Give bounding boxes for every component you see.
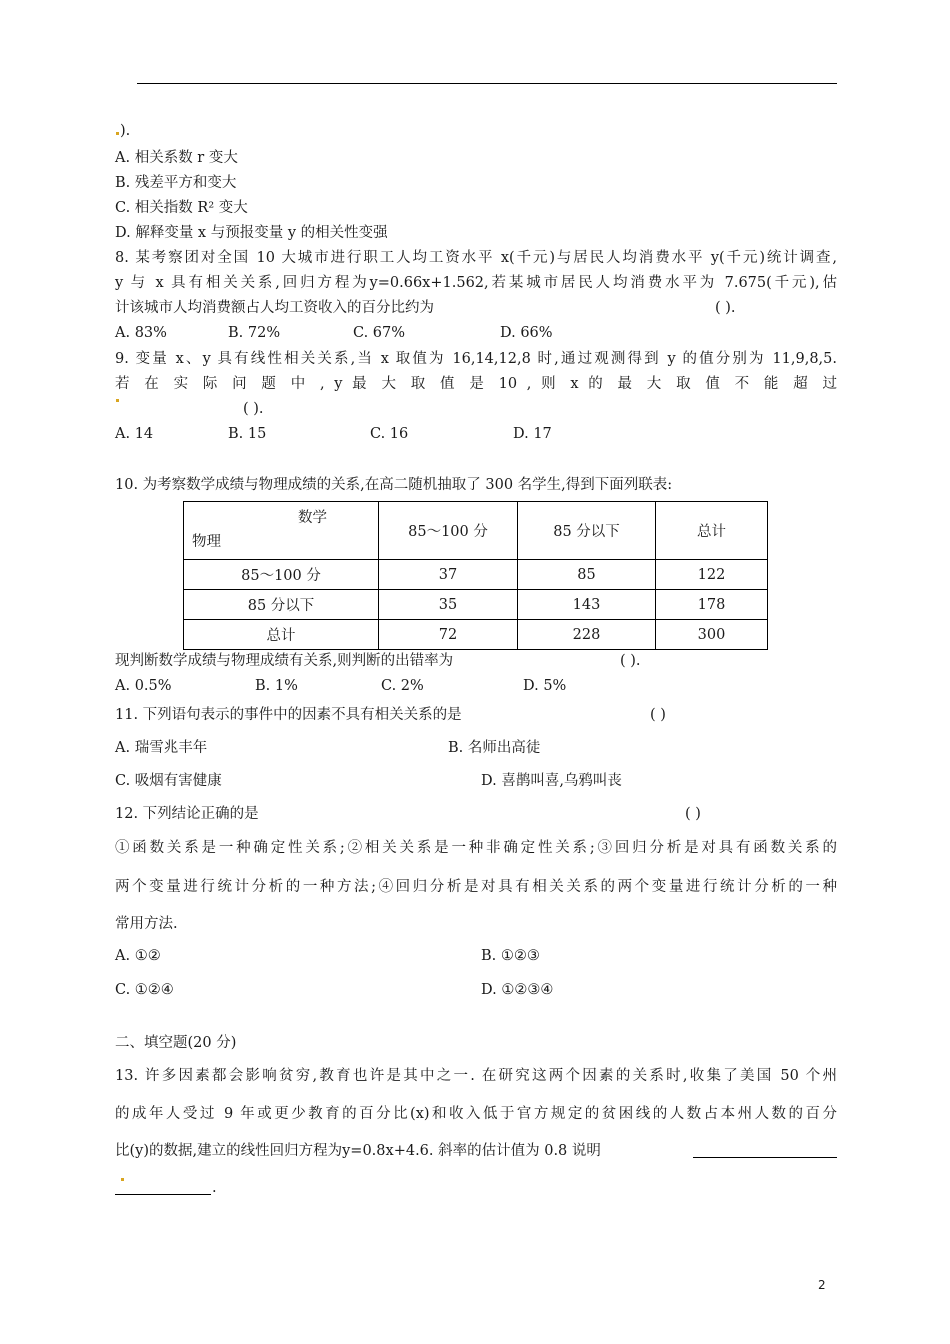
table-row [184,560,768,590]
table-row-label: 85 分以下 [184,590,379,620]
q10-after-row [115,651,837,671]
q10-answer-paren: ( ). [620,653,641,669]
table-header: 总计 [656,502,768,560]
q9-option-d: D. 17 [513,426,552,442]
q9-answer-paren: ( ). [243,401,264,417]
q12-stem-row [115,804,837,824]
q8-option-a: A. 83% [115,325,167,341]
q7-option-c: C. 相关指数 R² 变大 [115,200,248,216]
q10-stem: 10. 为考察数学成绩与物理成绩的关系,在高二随机抽取了 300 名学生,得到下面列联表: [115,477,673,493]
table-corner-bottom: 物理 [192,534,221,550]
section-title: 二、填空题(20 分) [115,1035,237,1051]
q12-stem: 12. 下列结论正确的是 [115,806,259,822]
q9-options [115,424,837,444]
q7-option-a: A. 相关系数 r 变大 [115,150,238,166]
q12-options-cd [115,980,837,1000]
q9-line1: 9. 变量 x、y 具有线性相关关系,当 x 取值为 16,14,12,8 时,通过观测得到 y 的值分别为 11,9,8,5. [115,351,837,367]
q9-line3-row [115,399,837,419]
q9-option-b: B. 15 [228,426,267,442]
table-cell: 37 [379,560,518,590]
q11-option-c: C. 吸烟有害健康 [115,773,222,789]
table-cell: 228 [518,620,656,650]
table-header: 85～100 分 [379,502,518,560]
table-cell: 178 [656,590,768,620]
answer-blank[interactable] [693,1141,837,1158]
q8-option-b: B. 72% [228,325,281,341]
q12-option-a: A. ①② [115,948,161,964]
answer-blank-continued[interactable] [115,1178,211,1195]
q12-options-ab [115,946,837,966]
q11-option-a: A. 瑞雪兆丰年 [115,740,208,756]
q8-option-c: C. 67% [353,325,406,341]
q11-stem-row [115,705,837,725]
table-cell: 300 [656,620,768,650]
q12-option-c: C. ①②④ [115,982,174,998]
header-rule [137,83,837,84]
table-corner-cell [184,502,379,560]
q13-line3: 比(y)的数据,建立的线性回归方程为y=0.8x+4.6. 斜率的估计值为 0.8 说明 [115,1143,601,1159]
table-cell: 143 [518,590,656,620]
q11-option-d: D. 喜鹊叫喜,乌鸦叫丧 [481,773,622,789]
q9-option-c: C. 16 [370,426,409,442]
q8-line3: 计该城市人均消费额占人均工资收入的百分比约为 [115,300,434,316]
q9-option-a: A. 14 [115,426,154,442]
q7-option-b: B. 残差平方和变大 [115,175,237,191]
q7-option-d: D. 解释变量 x 与预报变量 y 的相关性变强 [115,225,388,241]
q12-line2: 两个变量进行统计分析的一种方法;④回归分析是对具有相关关系的两个变量进行统计分析的一种 [115,879,837,895]
table-row [184,620,768,650]
table-cell: 85 [518,560,656,590]
q10-options [115,676,837,696]
q12-line3: 常用方法. [115,916,178,932]
q13-end: . [212,1180,217,1196]
q8-line3-row [115,298,837,318]
q11-options-cd [115,771,837,791]
table-header: 85 分以下 [518,502,656,560]
page-number: 2 [818,1278,826,1292]
q12-option-d: D. ①②③④ [481,982,554,998]
q7-tail: ). [115,121,130,141]
q10-option-c: C. 2% [381,678,424,694]
table-cell: 35 [379,590,518,620]
q11-stem: 11. 下列语句表示的事件中的因素不具有相关关系的是 [115,707,462,723]
contingency-table [183,501,768,650]
q11-option-b: B. 名师出高徒 [448,740,541,756]
table-row-label: 总计 [184,620,379,650]
q12-answer-paren: ( ) [685,806,701,822]
table-cell: 72 [379,620,518,650]
q11-options-ab [115,738,837,758]
q10-option-a: A. 0.5% [115,678,172,694]
table-cell: 122 [656,560,768,590]
q13-line1: 13. 许多因素都会影响贫穷,教育也许是其中之一. 在研究这两个因素的关系时,收集了美国 50 个州 [115,1068,837,1084]
q8-line1: 8. 某考察团对全国 10 大城市进行职工人均工资水平 x(千元)与居民人均消费水平 y(千元)统计调查, [115,250,837,266]
q10-option-b: B. 1% [255,678,298,694]
q10-option-d: D. 5% [523,678,567,694]
q13-line2: 的成年人受过 9 年或更少教育的百分比(x)和收入低于官方规定的贫困线的人数占本州人数的百分 [115,1106,837,1122]
q12-line1: ①函数关系是一种确定性关系;②相关关系是一种非确定性关系;③回归分析是对具有函数关系的 [115,840,837,856]
q13-line4-row [115,1178,837,1198]
q11-answer-paren: ( ) [650,707,666,723]
q8-options [115,323,837,343]
q13-line3-row [115,1141,837,1161]
q8-answer-paren: ( ). [715,300,736,316]
q12-option-b: B. ①②③ [481,948,540,964]
table-row-label: 85～100 分 [184,560,379,590]
q8-line2: y 与 x 具有相关关系,回归方程为y=0.66x+1.562,若某城市居民人均消费水平为 7.675(千元),估 [115,275,837,291]
table-corner-top: 数学 [298,510,327,526]
q9-line2: 若 在 实 际 问 题 中 , y 最 大 取 值 是 10 , 则 x 的 最 大 取 值 不 能 超 过 [115,376,837,392]
q8-option-d: D. 66% [500,325,553,341]
table-row [184,590,768,620]
q10-after: 现判断数学成绩与物理成绩有关系,则判断的出错率为 [115,653,454,669]
